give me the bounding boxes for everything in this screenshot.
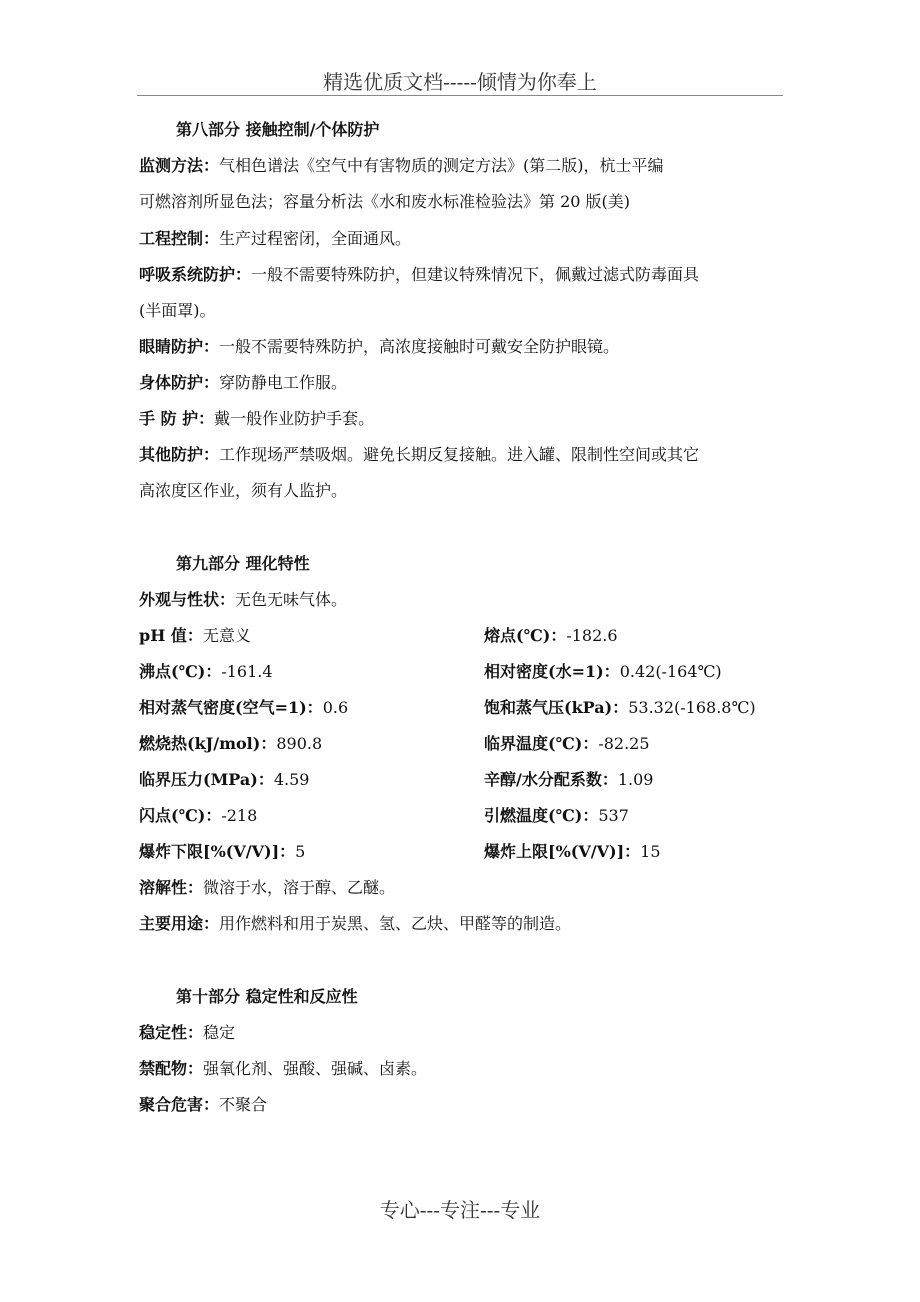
prop-label: 引燃温度(℃)：: [484, 806, 599, 825]
prop-label: 临界温度(℃)：: [484, 734, 599, 753]
prop-value: 无意义: [202, 626, 251, 645]
prop-value: -82.25: [598, 734, 650, 753]
prop-value: 53.32(-168.8℃): [628, 698, 756, 717]
main-uses: [139, 913, 571, 935]
eye-label: 眼睛防护：: [139, 337, 220, 356]
prop-label: 辛醇/水分配系数：: [484, 770, 618, 789]
respiratory-protection: [139, 264, 699, 286]
other-text-2: 高浓度区作业，须有人监护。: [139, 481, 348, 500]
prop-label: 闪点(℃)：: [139, 806, 222, 825]
monitoring-text-1: 气相色谱法《空气中有害物质的测定方法》(第二版)，杭士平编: [219, 156, 664, 175]
engineering-value: 生产过程密闭，全面通风。: [219, 229, 412, 248]
prop-melting-point: [484, 625, 618, 647]
prop-label: pH 值：: [139, 626, 203, 645]
prop-label: 沸点(℃)：: [139, 662, 222, 681]
prop-relative-density: [484, 661, 722, 683]
prop-label: 相对蒸气密度(空气=1)：: [139, 698, 323, 717]
incompatible-materials: [139, 1058, 427, 1080]
appearance: [139, 589, 347, 611]
eye-value: 一般不需要特殊防护，高浓度接触时可戴安全防护眼镜。: [219, 337, 620, 356]
solubility-value: 微溶于水，溶于醇、乙醚。: [203, 878, 396, 897]
uses-label: 主要用途：: [139, 914, 220, 933]
prop-value: 0.6: [322, 698, 349, 717]
other-text-1: 工作现场严禁吸烟。避免长期反复接触。进入罐、限制性空间或其它: [219, 445, 700, 464]
section10-title: 第十部分 稳定性和反应性: [176, 987, 358, 1006]
polymerization-value: 不聚合: [219, 1095, 268, 1114]
uses-value: 用作燃料和用于炭黑、氢、乙炔、甲醛等的制造。: [219, 914, 572, 933]
prop-label: 熔点(℃)：: [484, 626, 567, 645]
prop-label: 相对密度(水=1)：: [484, 662, 620, 681]
hand-label: 手 防 护：: [139, 409, 215, 428]
prop-label: 爆炸上限[%(V/V)]：: [484, 842, 641, 861]
incompatible-value: 强氧化剂、强酸、强碱、卤素。: [203, 1059, 428, 1078]
eye-protection: [139, 336, 619, 358]
prop-label: 爆炸下限[%(V/V)]：: [139, 842, 296, 861]
monitoring-method: [139, 155, 664, 177]
polymerization-label: 聚合危害：: [139, 1095, 220, 1114]
prop-heat-of-combustion: [139, 733, 322, 755]
prop-upper-explosive-limit: [484, 841, 661, 863]
prop-partition-coefficient: [484, 769, 653, 791]
prop-boiling-point: [139, 661, 273, 683]
prop-value: -161.4: [221, 662, 273, 681]
prop-critical-temperature: [484, 733, 650, 755]
body-protection: [139, 372, 347, 394]
solubility: [139, 877, 395, 899]
prop-vapor-density: [139, 697, 348, 719]
engineering-label: 工程控制：: [139, 229, 220, 248]
stability-value: 稳定: [203, 1023, 236, 1042]
prop-vapor-pressure: [484, 697, 756, 719]
prop-label: 饱和蒸气压(kPa)：: [484, 698, 629, 717]
prop-critical-pressure: [139, 769, 309, 791]
engineering-control: [139, 228, 411, 250]
prop-value: 5: [295, 842, 306, 861]
solubility-label: 溶解性：: [139, 878, 204, 897]
prop-value: -218: [221, 806, 258, 825]
prop-ph: [139, 625, 251, 647]
prop-value: 4.59: [273, 770, 310, 789]
prop-label: 临界压力(MPa)：: [139, 770, 274, 789]
incompatible-label: 禁配物：: [139, 1059, 204, 1078]
prop-lower-explosive-limit: [139, 841, 305, 863]
prop-ignition-temperature: [484, 805, 629, 827]
other-protection: [139, 444, 699, 466]
page-header: 精选优质文档-----倾情为你奉上: [323, 70, 597, 94]
respiratory-text-1: 一般不需要特殊防护，但建议特殊情况下，佩戴过滤式防毒面具: [251, 265, 700, 284]
page-footer: 专心---专注---专业: [379, 1198, 541, 1222]
monitoring-label: 监测方法：: [139, 156, 220, 175]
prop-flash-point: [139, 805, 257, 827]
appearance-value: 无色无味气体。: [235, 590, 348, 609]
respiratory-text-2: (半面罩)。: [139, 301, 216, 320]
prop-label: 燃烧热(kJ/mol)：: [139, 734, 277, 753]
monitoring-text-2: 可燃溶剂所显色法；容量分析法《水和废水标准检验法》第 20 版(美): [139, 192, 631, 211]
prop-value: 537: [598, 806, 629, 825]
header-divider: [137, 95, 783, 96]
polymerization-hazard: [139, 1094, 267, 1116]
prop-value: -182.6: [566, 626, 618, 645]
body-value: 穿防静电工作服。: [219, 373, 348, 392]
appearance-label: 外观与性状：: [139, 590, 236, 609]
section8-title: 第八部分 接触控制/个体防护: [176, 120, 380, 139]
prop-value: 15: [640, 842, 661, 861]
hand-value: 戴一般作业防护手套。: [214, 409, 375, 428]
prop-value: 890.8: [276, 734, 323, 753]
stability-label: 稳定性：: [139, 1023, 204, 1042]
body-label: 身体防护：: [139, 373, 220, 392]
prop-value: 1.09: [617, 770, 654, 789]
other-label: 其他防护：: [139, 445, 220, 464]
respiratory-label: 呼吸系统防护：: [139, 265, 252, 284]
section9-title: 第九部分 理化特性: [176, 554, 310, 573]
stability: [139, 1022, 235, 1044]
prop-value: 0.42(-164℃): [619, 662, 722, 681]
hand-protection: [139, 408, 374, 430]
